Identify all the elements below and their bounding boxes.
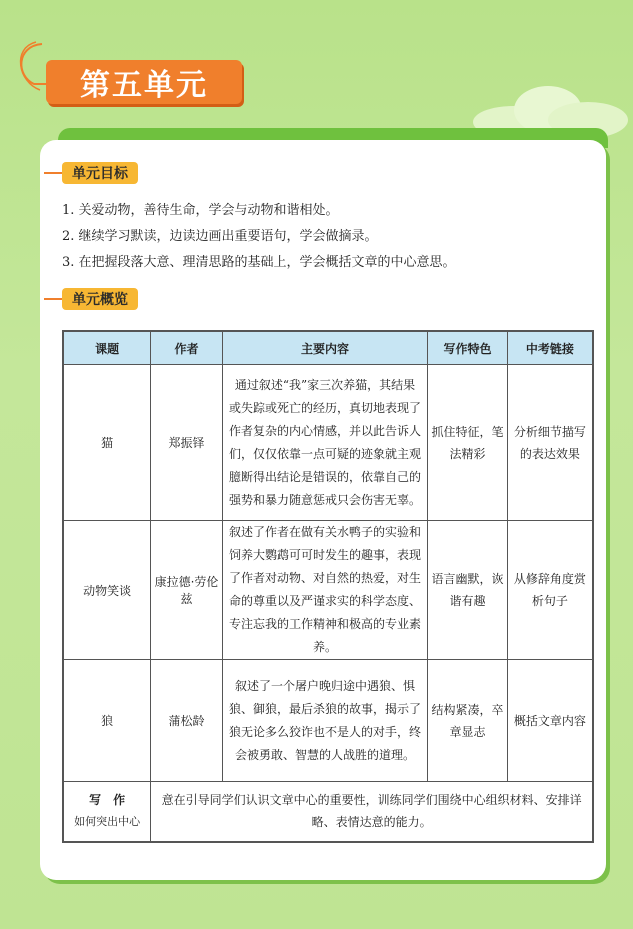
lesson-content: 叙述了一个屠户晚归途中遇狼、惧狼、御狼，最后杀狼的故事，揭示了狼无论多么狡诈也不是人的对手，终会被勇敢、智慧的人战胜的道理。 (222, 660, 427, 782)
lesson-title: 猫 (63, 365, 151, 521)
goal-item: 3. 在把握段落大意、理清思路的基础上，学会概括文章的中心意思。 (62, 255, 456, 270)
lesson-exam-link: 分析细节描写的表达效果 (507, 365, 593, 521)
goals-label: 单元目标 (62, 162, 138, 184)
lesson-author: 康拉德·劳伦兹 (151, 521, 223, 660)
writing-row (63, 782, 593, 842)
table-row (63, 660, 593, 782)
header-cell: 中考链接 (507, 331, 593, 365)
unit-title: 第五单元 (46, 60, 242, 104)
goal-item: 2. 继续学习默读，边读边画出重要语句，学会做摘录。 (62, 229, 378, 244)
lesson-feature: 结构紧凑，卒章显志 (428, 660, 508, 782)
goal-item: 1. 关爱动物，善待生命，学会与动物和谐相处。 (62, 203, 339, 218)
header-cell: 课题 (63, 331, 151, 365)
lesson-exam-link: 概括文章内容 (507, 660, 593, 782)
writing-title: 写 作 (89, 793, 126, 808)
lesson-exam-link: 从修辞角度赏析句子 (507, 521, 593, 660)
writing-description: 意在引导同学们认识文章中心的重要性，训练同学们围绕中心组织材料、安排详略、表情达意的能力。 (151, 782, 593, 842)
lesson-content: 叙述了作者在做有关水鸭子的实验和饲养大鹦鹉可可时发生的趣事，表现了作者对动物、对自然的热爱，对生命的尊重以及严谨求实的科学态度、专注忘我的工作精神和极高的专业素养。 (222, 521, 427, 660)
lesson-feature: 语言幽默，诙谐有趣 (428, 521, 508, 660)
lesson-author: 郑振铎 (151, 365, 223, 521)
lesson-title: 狼 (63, 660, 151, 782)
lesson-author: 蒲松龄 (151, 660, 223, 782)
overview-table (62, 330, 594, 843)
table-row (63, 365, 593, 521)
writing-subtitle: 如何突出中心 (74, 815, 141, 829)
table-header-row (63, 331, 593, 365)
goals-list (62, 198, 592, 276)
table-row (63, 521, 593, 660)
lesson-feature: 抓住特征，笔法精彩 (428, 365, 508, 521)
header-cell: 主要内容 (222, 331, 427, 365)
header-cell: 作者 (151, 331, 223, 365)
lesson-title: 动物笑谈 (63, 521, 151, 660)
writing-cell (63, 782, 151, 842)
header-cell: 写作特色 (428, 331, 508, 365)
lesson-content: 通过叙述“我”家三次养猫，其结果或失踪或死亡的经历，真切地表现了作者复杂的内心情感，并以此告诉人们，仅仅依靠一点可疑的迹象就主观臆断得出结论是错误的，依靠自己的强势和暴力随意惩戒只会伤害无辜。 (222, 365, 427, 521)
overview-label: 单元概览 (62, 288, 138, 310)
